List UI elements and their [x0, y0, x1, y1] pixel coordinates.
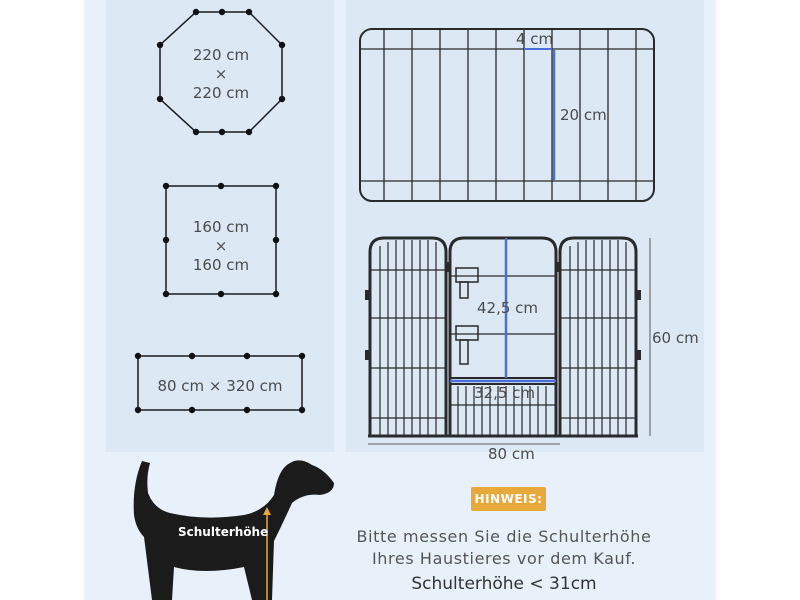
octagon-size-label — [166, 46, 276, 103]
dimensions-panel — [346, 0, 704, 452]
pen-height-label: 60 cm — [652, 329, 699, 347]
pen-drawing — [365, 238, 641, 436]
pen-width-label: 80 cm — [488, 445, 535, 463]
shoulder-height-limit: Schulterhöhe < 31cm — [411, 574, 597, 594]
square-times: × — [214, 237, 228, 255]
note-badge: HINWEIS: — [471, 487, 546, 511]
square-width: 160 cm — [192, 218, 250, 236]
bar-height-label: 20 cm — [560, 106, 607, 124]
dog-shoulder-label: Schulterhöhe — [178, 525, 269, 539]
door-height-label: 42,5 cm — [477, 299, 539, 317]
product-infographic — [84, 0, 716, 600]
note-line-1: Bitte messen Sie die Schulterhöhe — [356, 527, 652, 546]
door-width-label: 32,5 cm — [474, 384, 536, 402]
rectangle-size-label: 80 cm × 320 cm — [157, 377, 283, 395]
layout-options-panel — [106, 0, 334, 452]
square-depth: 160 cm — [192, 256, 250, 274]
square-size-label — [166, 218, 276, 275]
bar-gap-label: 4 cm — [516, 30, 554, 48]
grid-detail — [360, 29, 654, 201]
octagon-depth: 220 cm — [192, 84, 250, 102]
octagon-width: 220 cm — [192, 46, 250, 64]
note-line-2: Ihres Haustieres vor dem Kauf. — [371, 549, 637, 568]
octagon-times: × — [214, 65, 228, 83]
